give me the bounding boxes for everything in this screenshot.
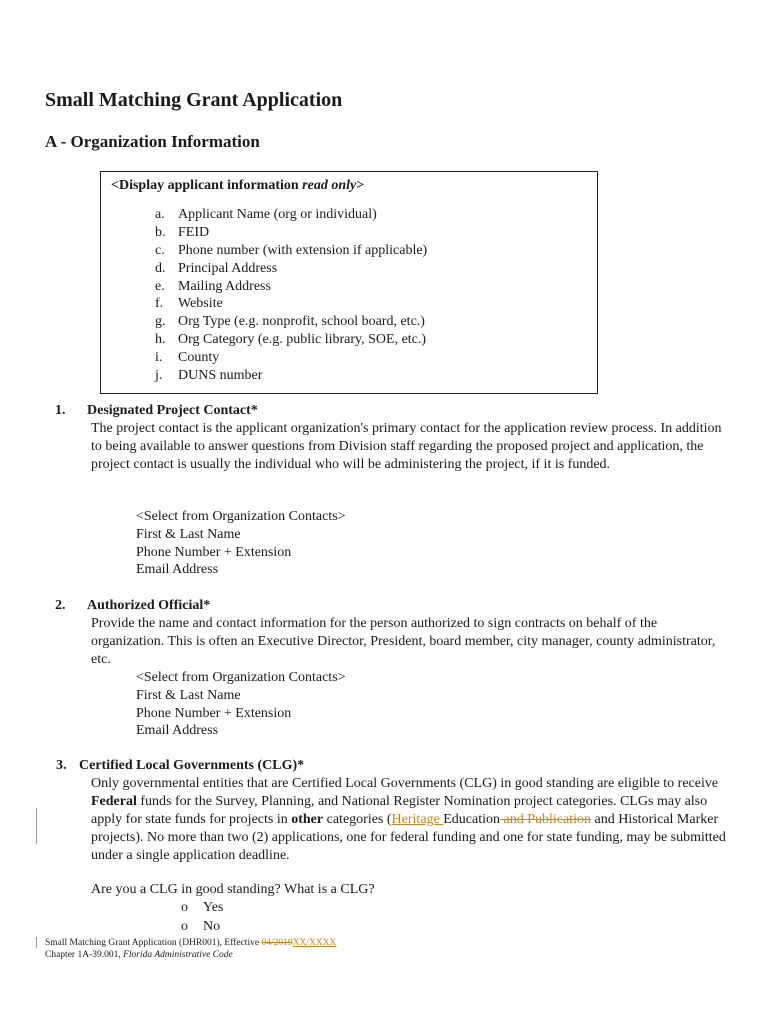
q3-text-part: Education xyxy=(443,812,501,827)
q3-bold-other: other xyxy=(291,812,324,827)
contact-phone-field: Phone Number + Extension xyxy=(136,544,292,560)
list-text: Principal Address xyxy=(178,260,278,276)
list-marker: d. xyxy=(155,260,166,276)
footer-deleted-date: 04/2019 xyxy=(261,938,293,948)
list-text: Org Category (e.g. public library, SOE, etc.) xyxy=(178,332,427,348)
footer-italic-text: Florida Administrative Code xyxy=(123,949,233,960)
list-text: Phone number (with extension if applicable) xyxy=(178,242,428,258)
q3-text-part: and Historical Marker projects). No more than two (2) applications, one for federal funding and one for state funding, may be submitted under a single application deadline. xyxy=(91,812,726,863)
list-marker: h. xyxy=(155,332,166,348)
question-1-heading: Designated Project Contact* xyxy=(87,403,258,418)
display-box-heading-text: <Display applicant information xyxy=(111,178,303,193)
list-marker: f. xyxy=(155,296,164,312)
question-2-official-fields xyxy=(136,669,346,740)
section-heading-organization-information: A - Organization Information xyxy=(45,132,260,151)
list-text: Website xyxy=(178,296,223,312)
list-marker: c. xyxy=(155,242,165,258)
q3-text-part: categories ( xyxy=(323,812,392,827)
clg-question: Are you a CLG in good standing? What is a CLG? xyxy=(91,882,375,897)
official-name-field: First & Last Name xyxy=(136,687,241,703)
list-text: Mailing Address xyxy=(178,278,271,294)
list-marker: e. xyxy=(155,278,165,294)
page-footer xyxy=(45,938,336,961)
inserted-text: Heritage xyxy=(391,812,444,827)
list-text: County xyxy=(178,350,220,366)
option-label: No xyxy=(203,919,221,934)
question-2-heading: Authorized Official* xyxy=(87,598,211,613)
question-1-description: The project contact is the applicant organization's primary contact for the application review process. In addition to being available to answer questions from Division staff regarding the proposed project and application, the project contact is usually the individual who will be administering the project, if it is funded. xyxy=(91,421,722,472)
question-3-heading: Certified Local Governments (CLG)* xyxy=(79,758,305,773)
list-marker: i. xyxy=(155,350,163,366)
footer-line-2 xyxy=(45,950,336,962)
list-marker: b. xyxy=(155,224,166,240)
option-yes[interactable] xyxy=(181,898,223,917)
question-2-number: 2. xyxy=(55,598,66,613)
track-change-bar xyxy=(36,808,37,844)
q3-text-part: Only governmental entities that are Certified Local Governments (CLG) in good standing are eligible to receive xyxy=(91,776,719,791)
list-marker: j. xyxy=(155,368,163,384)
q3-bold-federal: Federal xyxy=(91,794,137,809)
footer-text: Small Matching Grant Application (DHR001), Effective xyxy=(45,938,262,948)
list-text: DUNS number xyxy=(178,368,263,384)
page-title: Small Matching Grant Application xyxy=(45,89,343,111)
contact-email-field: Email Address xyxy=(136,562,219,578)
list-text: Org Type (e.g. nonprofit, school board, etc.) xyxy=(178,314,425,330)
footer-inserted-date: XX/XXXX xyxy=(292,938,337,948)
official-email-field: Email Address xyxy=(136,723,219,739)
q3-text-part: funds for the Survey, Planning, and National Register Nomination project categories. CLGs may also apply for state funds for projects in xyxy=(91,794,708,827)
official-select-field[interactable]: <Select from Organization Contacts> xyxy=(136,670,346,685)
list-text: FEID xyxy=(178,224,210,240)
question-3-description xyxy=(91,775,726,865)
option-no[interactable] xyxy=(181,917,220,936)
display-box-heading-italic: read only xyxy=(302,178,357,193)
deleted-text: and Publication xyxy=(500,812,592,827)
list-marker: g. xyxy=(155,314,166,330)
contact-name-field: First & Last Name xyxy=(136,526,241,542)
footer-line-1 xyxy=(45,938,336,950)
contact-select-field[interactable]: <Select from Organization Contacts> xyxy=(136,509,346,524)
question-1-contact-fields xyxy=(136,508,346,579)
footer-change-bar xyxy=(36,937,37,948)
radio-bullet-icon[interactable]: o xyxy=(181,900,188,915)
display-box-heading xyxy=(111,177,364,195)
list-text: Applicant Name (org or individual) xyxy=(178,207,377,222)
applicant-info-display-box xyxy=(100,171,598,394)
question-3-number: 3. xyxy=(56,758,67,773)
radio-bullet-icon[interactable]: o xyxy=(181,919,188,934)
list-marker: a. xyxy=(155,207,165,222)
question-2-description: Provide the name and contact information for the person authorized to sign contracts on behalf of the organization. This is often an Executive Director, President, board member, city manager, county administrator, etc. xyxy=(91,616,716,667)
question-1-number: 1. xyxy=(55,403,66,418)
display-box-heading-suffix: > xyxy=(356,178,365,193)
official-phone-field: Phone Number + Extension xyxy=(136,705,292,721)
option-label: Yes xyxy=(203,900,224,915)
footer-text: Chapter 1A-39.001, xyxy=(45,949,124,960)
